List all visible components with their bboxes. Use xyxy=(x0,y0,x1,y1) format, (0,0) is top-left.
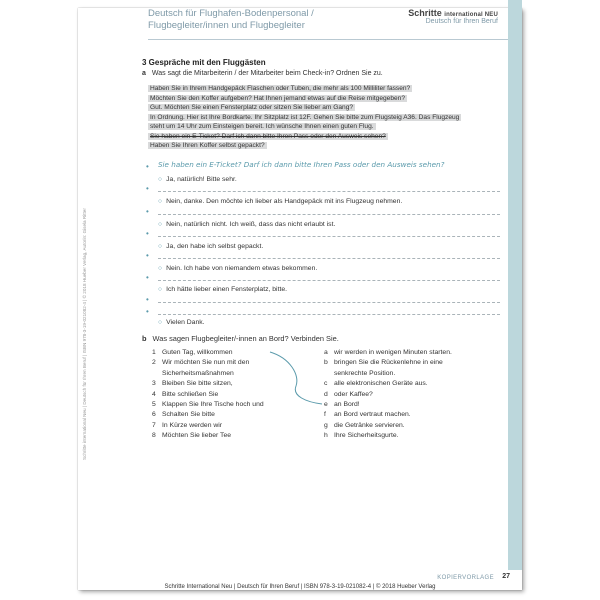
answer-row: ○ Nein, danke. Den möchte ich lieber als Handgepäck mit ins Flugzeug nehmen. xyxy=(158,198,403,205)
bullet-dot: • xyxy=(146,184,149,193)
vertical-copyright: Schritte international Neu | Deutsch für Ihren Beruf | ISBN 978-3-19-021082-4 | © 2018 Hueber Verlag, Autorin: Gisela Ritter xyxy=(82,208,87,460)
phrase-line: steht um 14 Uhr zum Einsteigen bereit. Ich wünsche Ihnen einen guten Flug. xyxy=(150,123,374,130)
bullet-dot: • xyxy=(146,207,149,216)
phrase-line: Möchten Sie den Koffer aufgeben? Hat Ihnen jemand etwas auf die Reise mitgegeben? xyxy=(150,94,406,102)
phrase-line: Gut. Möchten Sie einen Fensterplatz oder sitzen Sie lieber am Gang? xyxy=(150,104,354,111)
right-item: h Ihre Sicherheitsgurte. xyxy=(324,432,399,440)
phrase-line-used: Sie haben ein E-Ticket? Darf ich dann bitte Ihren Pass oder den Ausweis sehen? xyxy=(150,132,386,140)
left-item: 5 Klappen Sie Ihre Tische hoch und xyxy=(152,400,264,408)
right-item: c alle elektronischen Geräte aus. xyxy=(324,380,428,388)
right-item: senkrechte Position. xyxy=(334,369,396,377)
left-item: 6 Schalten Sie bitte xyxy=(152,411,215,419)
course-title: Deutsch für Flughafen-Bodenpersonal / Flugbegleiter/innen und Flugbegleiter xyxy=(148,8,314,31)
footer-citation: Schritte International Neu | Deutsch für Ihren Beruf | ISBN 978-3-19-021082-4 | © 2018 Hueber Verlag xyxy=(164,584,436,590)
left-item: 4 Bitte schließen Sie xyxy=(152,390,219,398)
brand-subtitle: Deutsch für Ihren Beruf xyxy=(425,18,498,25)
brand-title: Schritte international NEU xyxy=(408,8,498,18)
right-item: e an Bord! xyxy=(324,400,360,408)
bullet-dot: • xyxy=(146,273,149,282)
right-column xyxy=(324,348,452,442)
left-item: Sicherheitsmaßnahmen xyxy=(162,369,234,377)
bullet-dot: • xyxy=(146,295,149,304)
section-title: 3 Gespräche mit den Fluggästen xyxy=(142,58,266,67)
page-number: 27 xyxy=(502,573,510,580)
left-item: 3 Bleiben Sie bitte sitzen, xyxy=(152,380,233,388)
left-item: 2 Wir möchten Sie nun mit den xyxy=(152,359,250,367)
bullet-dot: • xyxy=(146,162,149,171)
example-answer: Sie haben ein E-Ticket? Darf ich dann bitte Ihren Pass oder den Ausweis sehen? xyxy=(158,160,445,169)
answer-row: ○ Nein, natürlich nicht. Ich weiß, dass das nicht erlaubt ist. xyxy=(158,221,336,228)
left-item: 8 Möchten Sie lieber Tee xyxy=(152,432,232,440)
answer-row: ○ Vielen Dank. xyxy=(158,319,205,326)
bullet-dot: • xyxy=(146,229,149,238)
right-item: d oder Kaffee? xyxy=(324,390,373,398)
left-item: 7 In Kürze werden wir xyxy=(152,421,223,429)
bullet-dot: • xyxy=(146,251,149,260)
answer-row: ○ Nein. Ich habe von niemandem etwas bekommen. xyxy=(158,265,318,272)
answer-row: ○ Ich hätte lieber einen Fensterplatz, bitte. xyxy=(158,286,288,293)
phrase-line: Haben Sie Ihren Koffer selbst gepackt? xyxy=(150,142,265,149)
question-b: b Was sagen Flugbegleiter/-innen an Bord? Verbinden Sie. xyxy=(142,334,339,343)
question-a: a Was sagt die Mitarbeiterin / der Mitarbeiter beim Check-in? Ordnen Sie zu. xyxy=(142,70,383,77)
phrase-line: In Ordnung. Hier ist Ihre Bordkarte. Ihr Sitzplatz ist 12F. Gehen Sie bitte zum Flugsteig A36. Das Flugzeug xyxy=(150,113,460,121)
right-item: a wir werden in wenigen Minuten starten. xyxy=(324,349,452,356)
answer-row: ○ Ja, natürlich! Bitte sehr. xyxy=(158,176,237,183)
copy-template-label: KOPIERVORLAGE xyxy=(437,575,494,581)
bullet-dot: • xyxy=(146,307,149,316)
left-item: 1 Guten Tag, willkommen xyxy=(152,349,233,356)
right-item: g die Getränke servieren. xyxy=(324,421,405,429)
right-item: b bringen Sie die Rückenlehne in eine xyxy=(324,359,443,367)
right-item: f an Bord vertraut machen. xyxy=(324,411,411,419)
phrase-line: Haben Sie in Ihrem Handgepäck Flaschen oder Tuben, die mehr als 100 Milliliter fassen? xyxy=(150,85,411,92)
answer-row: ○ Ja, den habe ich selbst gepackt. xyxy=(158,243,264,250)
